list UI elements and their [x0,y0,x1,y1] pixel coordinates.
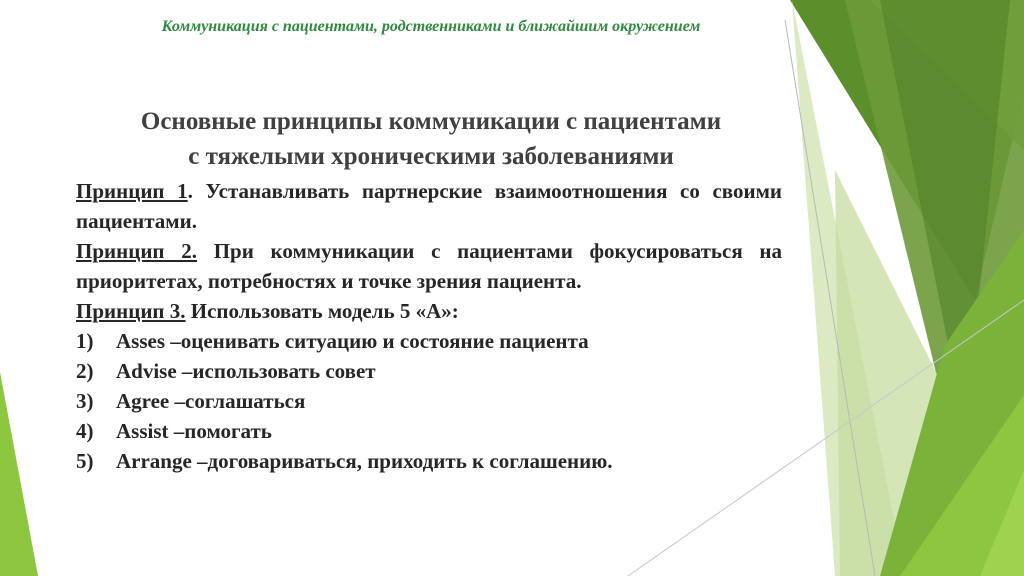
list-number: 5) [76,449,94,473]
list-text: Advise –использовать совет [116,359,376,383]
slide-content [76,176,782,476]
list-item [76,326,782,356]
list-item [76,356,782,386]
principle-text: Использовать модель 5 «А»: [185,299,459,323]
list-text: Asses –оценивать ситуацию и состояние пациента [116,329,589,353]
list-number: 3) [76,389,94,413]
list-text: Arrange –договариваться, приходить к соглашению. [116,449,613,473]
model-5a-list [76,326,782,476]
title-line-1: Основные принципы коммуникации с пациентами [140,108,722,135]
left-green-wedge [0,372,38,576]
list-item [76,386,782,416]
list-number: 1) [76,329,94,353]
principle-label: Принцип 2. [76,239,197,263]
principle-label: Принцип 1 [76,179,188,203]
title-line-2: с тяжелыми хроническими заболеваниями [188,143,674,170]
principle-text: При коммуникации с пациентами фокусироваться на приоритетах, потребностях и точке зрения пациента. [76,239,782,293]
principle-2 [76,236,782,296]
principle-text: . Устанавливать партнерские взаимоотношения со своими пациентами. [76,179,782,233]
list-text: Assist –помогать [116,419,272,443]
list-number: 2) [76,359,94,383]
list-item [76,446,782,476]
list-item [76,416,782,446]
slide-title [60,104,802,174]
principle-1 [76,176,782,236]
principle-label: Принцип 3. [76,299,186,323]
slide-subtitle: Коммуникация с пациентами, родственниками и ближайшим окружением [161,18,701,35]
list-number: 4) [76,419,94,443]
principle-3 [76,296,782,326]
list-text: Agree –соглашаться [116,389,306,413]
